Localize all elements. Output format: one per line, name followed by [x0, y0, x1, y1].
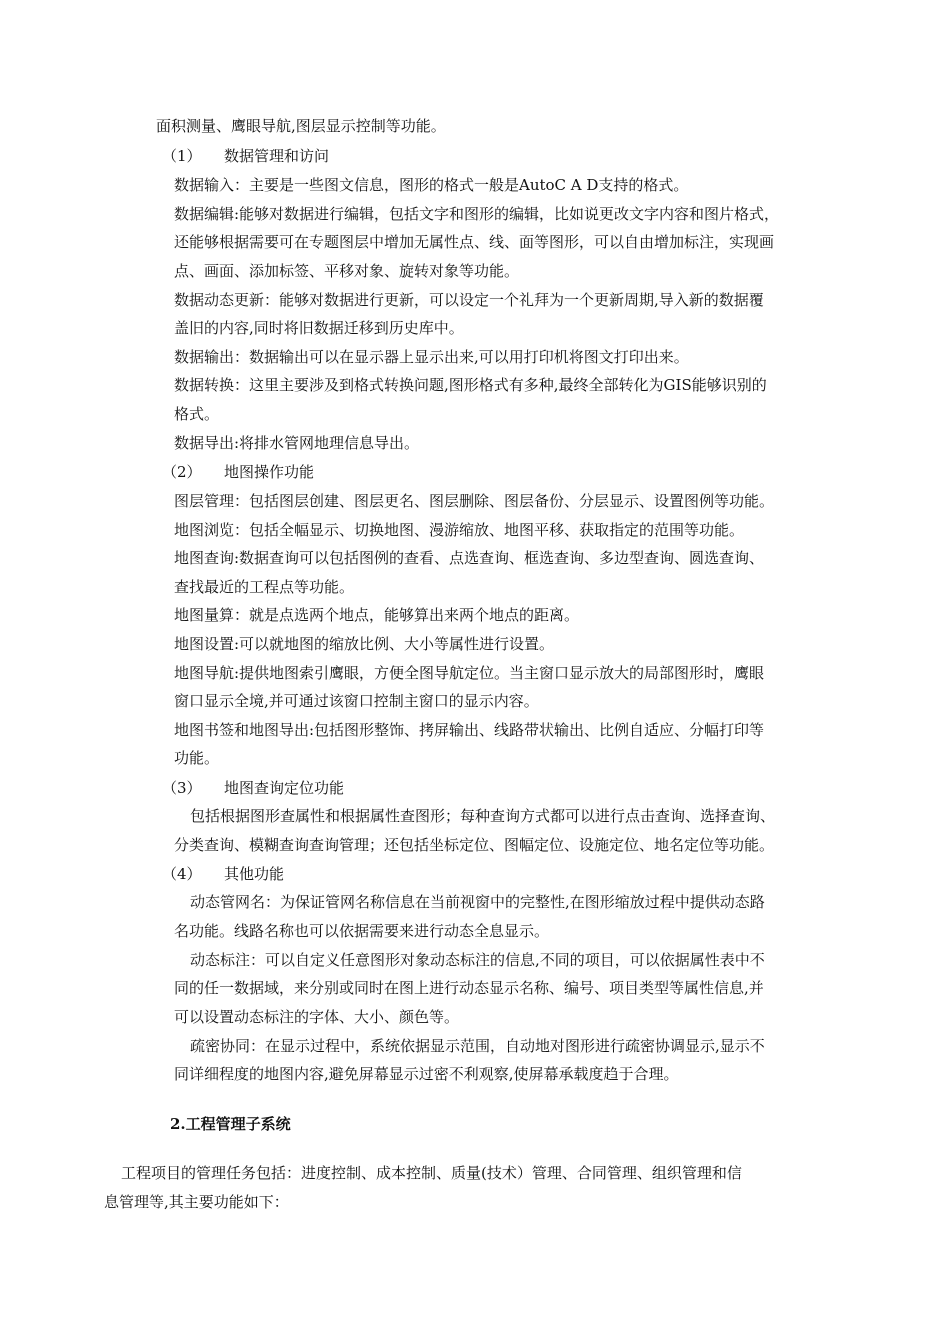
text-line: 同详细程度的地图内容,避免屏幕显示过密不利观察,使屏幕承载度趋于合理。	[174, 1065, 679, 1083]
text-line: 名功能。线路名称也可以依据需要来进行动态全息显示。	[174, 922, 550, 940]
text-line: 点、画面、添加标签、平移对象、旋转对象等功能。	[174, 262, 520, 280]
text-line: 功能。	[174, 749, 220, 767]
text-line: 还能够根据需要可在专题图层中增加无属性点、线、面等图形，可以自由增加标注，实现画	[174, 233, 775, 251]
text-line: 数据导出:将排水管网地理信息导出。	[174, 434, 420, 452]
text-line: 地图书签和地图导出:包括图形整饰、拷屏输出、线路带状输出、比例自适应、分幅打印等	[174, 721, 765, 739]
text-line: 分类查询、模糊查询查询管理；还包括坐标定位、图幅定位、设施定位、地名定位等功能。	[174, 836, 775, 854]
text-line: 息管理等,其主要功能如下：	[104, 1193, 289, 1211]
text-line: 面积测量、鹰眼导航,图层显示控制等功能。	[156, 117, 446, 135]
section-heading: 其他功能	[224, 865, 285, 883]
text-line: 数据动态更新：能够对数据进行更新，可以设定一个礼拜为一个更新周期,导入新的数据覆	[174, 291, 764, 309]
text-line: 查找最近的工程点等功能。	[174, 578, 355, 596]
list-number: （3）	[162, 779, 202, 797]
list-number: （2）	[162, 463, 202, 481]
text-line: 地图导航:提供地图索引鹰眼，方便全图导航定位。当主窗口显示放大的局部图形时，鹰眼	[174, 664, 765, 682]
text-line: 疏密协同：在显示过程中，系统依据显示范围，自动地对图形进行疏密协调显示,显示不	[190, 1037, 765, 1055]
text-line: 可以设置动态标注的字体、大小、颜色等。	[174, 1008, 460, 1026]
text-line: 地图浏览：包括全幅显示、切换地图、漫游缩放、地图平移、获取指定的范围等功能。	[174, 521, 745, 539]
text-line: 数据输出：数据输出可以在显示器上显示出来,可以用打印机将图文打印出来。	[174, 348, 689, 366]
text-line: 数据输入：主要是一些图文信息，图形的格式一般是AutoC A D支持的格式。	[174, 176, 689, 194]
text-line: 窗口显示全境,并可通过该窗口控制主窗口的显示内容。	[174, 692, 539, 710]
section-heading: 数据管理和访问	[224, 147, 330, 165]
text-line: 图层管理：包括图层创建、图层更名、图层删除、图层备份、分层显示、设置图例等功能。	[174, 492, 775, 510]
list-number: （1）	[162, 147, 202, 165]
text-line: 格式。	[174, 405, 220, 423]
text-line: 同的任一数据域，来分别或同时在图上进行动态显示名称、编号、项目类型等属性信息,并	[174, 979, 764, 997]
section-heading: 地图操作功能	[224, 463, 315, 481]
text-line: 工程项目的管理任务包括：进度控制、成本控制、质量(技术）管理、合同管理、组织管理和信	[121, 1164, 742, 1182]
text-line: 包括根据图形查属性和根据属性查图形；每种查询方式都可以进行点击查询、选择查询、	[190, 807, 776, 825]
list-number: （4）	[162, 865, 202, 883]
section-heading: 地图查询定位功能	[224, 779, 345, 797]
text-line: 数据编辑:能够对数据进行编辑，包括文字和图形的编辑，比如说更改文字内容和图片格式，	[174, 205, 780, 223]
text-line: 动态管网名：为保证管网名称信息在当前视窗中的完整性,在图形缩放过程中提供动态路	[190, 893, 765, 911]
text-line: 数据转换：这里主要涉及到格式转换问题,图形格式有多种,最终全部转化为GIS能够识别的	[174, 376, 767, 394]
text-line: 动态标注：可以自定义任意图形对象动态标注的信息,不同的项目，可以依据属性表中不	[190, 951, 765, 969]
text-line: 盖旧的内容,同时将旧数据迁移到历史库中。	[174, 319, 464, 337]
text-line: 地图量算：就是点选两个地点，能够算出来两个地点的距离。	[174, 606, 580, 624]
text-line: 地图查询:数据查询可以包括图例的查看、点选查询、框选查询、多边型查询、圆选查询、	[174, 549, 765, 567]
subsystem-heading: 2.工程管理子系统	[170, 1115, 291, 1133]
text-line: 地图设置:可以就地图的缩放比例、大小等属性进行设置。	[174, 635, 555, 653]
